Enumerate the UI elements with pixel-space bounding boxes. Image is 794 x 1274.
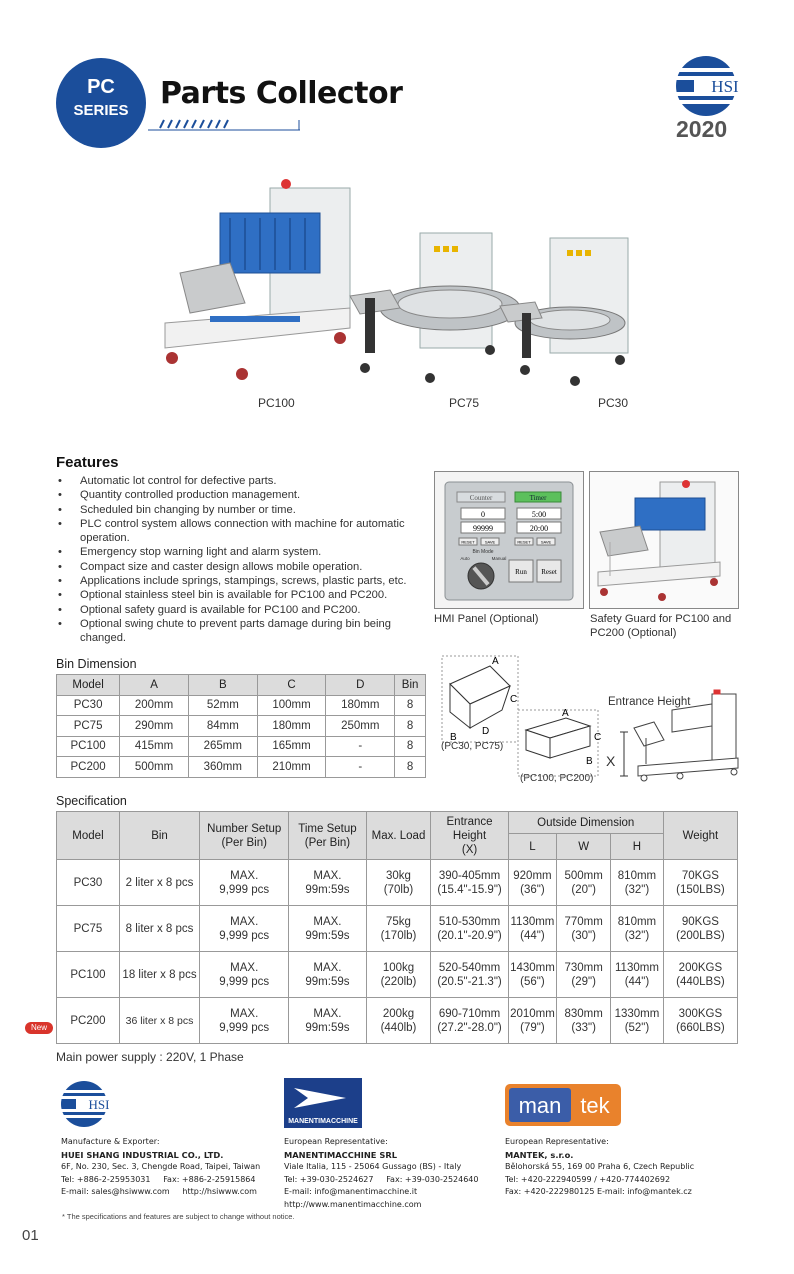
spec-col-max-load: Max. Load [366, 812, 431, 860]
cell-line: 1130mm [510, 915, 555, 928]
header-line: (Per Bin) [304, 836, 351, 849]
small-bin-diagram [442, 656, 518, 742]
spec-entrance [431, 998, 508, 1044]
power-supply-note: Main power supply : 220V, 1 Phase [56, 1050, 244, 1064]
cell-line: (79") [520, 1021, 545, 1034]
specification-table [56, 811, 738, 1044]
bin-dimension-diagrams [440, 654, 740, 784]
spec-max-load [366, 952, 431, 998]
spec-w [557, 998, 611, 1044]
spec-col-model: Model [57, 812, 120, 860]
cell-line: MAX. [313, 869, 342, 882]
cell-line: 390-405mm [438, 869, 501, 882]
page-number: 01 [22, 1227, 39, 1244]
spec-number-setup [200, 906, 289, 952]
spec-bin: 36 liter x 8 pcs [119, 998, 199, 1044]
header-line: (Per Bin) [221, 836, 267, 849]
feature-item: • Optional stainless steel bin is available for PC100 and PC200. [56, 588, 436, 602]
cell-line: (20.1"-20.9") [437, 929, 502, 942]
features-heading: Features [56, 454, 119, 471]
footer-address: Bělohorská 55, 169 00 Praha 6, Czech Republic [505, 1162, 695, 1171]
diagram-label-c-large: C [594, 732, 602, 743]
machine-caption-pc30: PC30 [598, 396, 629, 410]
spec-col-l: L [508, 834, 557, 860]
pc75-machine-image [350, 233, 520, 383]
col-b: B [188, 675, 257, 696]
table-cell: 265mm [188, 736, 257, 757]
spec-w [557, 906, 611, 952]
table-cell: 100mm [257, 695, 326, 716]
spec-max-load [366, 998, 431, 1044]
hsi-logo [668, 54, 758, 118]
hmi-manual-label: Manual [491, 556, 507, 561]
machine-caption-pc75: PC75 [449, 396, 480, 410]
cell-line: 99m:59s [305, 975, 350, 988]
spec-entrance [431, 906, 508, 952]
machines-illustration [150, 178, 650, 388]
pc100-machine-image [165, 179, 350, 380]
feature-item: • Optional swing chute to prevent parts damage during bin being changed. [56, 617, 436, 646]
cell-line: MAX. [313, 915, 342, 928]
footer-company-name: MANENTIMACCHINE SRL [284, 1149, 398, 1160]
hmi-caption: HMI Panel (Optional) [434, 613, 539, 625]
hmi-panel-photo [434, 471, 584, 609]
table-cell: 500mm [120, 757, 189, 778]
footer-address: Viale Italia, 115 - 25064 Gussago (BS) - Italy [284, 1162, 462, 1171]
cell-line: 1330mm [614, 1007, 660, 1020]
cell-line: 99m:59s [305, 883, 350, 896]
diagram-label-b-small: B [450, 732, 457, 743]
machine-caption-pc100: PC100 [258, 396, 295, 410]
spec-model: PC200 [57, 998, 120, 1044]
hmi-reset-button: Reset [541, 568, 557, 576]
table-cell: 8 [395, 716, 426, 737]
spec-entrance [431, 860, 508, 906]
cell-line: (440LBS) [676, 975, 725, 988]
spec-l [508, 952, 557, 998]
pc-series-badge [56, 58, 146, 148]
table-cell: 165mm [257, 736, 326, 757]
col-model: Model [57, 675, 120, 696]
cell-line: (70lb) [383, 883, 414, 896]
spec-w [557, 860, 611, 906]
table-cell: PC30 [57, 695, 120, 716]
header-line: Time Setup [298, 822, 357, 835]
spec-col-w: W [557, 834, 611, 860]
cell-line: 2010mm [510, 1007, 555, 1020]
footer-role: Manufacture & Exporter: [61, 1137, 160, 1146]
mantek-logo-text-b: tek [580, 1093, 610, 1118]
feature-item: • Scheduled bin changing by number or time. [56, 503, 436, 517]
spec-col-time-setup [289, 812, 366, 860]
spec-col-weight: Weight [663, 812, 737, 860]
footer-manentimacchine-logo [284, 1078, 362, 1128]
spec-time-setup [289, 952, 366, 998]
feature-item: • Optional safety guard is available for PC100 and PC200. [56, 603, 436, 617]
table-header-row [57, 675, 426, 696]
spec-number-setup [200, 998, 289, 1044]
footer-phone-line [61, 1174, 260, 1187]
cell-line: 200kg [382, 1007, 415, 1020]
cell-line: 770mm [564, 915, 603, 928]
cell-line: 75kg [386, 915, 411, 928]
spec-l [508, 906, 557, 952]
cell-line: 830mm [564, 1007, 603, 1020]
bin-dimension-heading: Bin Dimension [56, 657, 137, 671]
spec-weight [663, 998, 737, 1044]
header-line: (X) [461, 843, 478, 856]
hmi-save-small-2: SAVE [540, 539, 552, 545]
table-row [57, 757, 426, 778]
large-bin-caption: (PC100, PC200) [520, 773, 594, 784]
spec-h [611, 906, 664, 952]
cell-line: 70KGS [681, 869, 719, 882]
safety-guard-photo [589, 471, 739, 609]
col-c: C [257, 675, 326, 696]
col-d: D [326, 675, 395, 696]
table-cell: 180mm [257, 716, 326, 737]
hmi-timer-value: 5:00 [531, 510, 547, 519]
hmi-count-value: 0 [481, 510, 485, 519]
footer-fax: Fax: +39-030-2524640 [386, 1174, 479, 1184]
spec-time-setup [289, 906, 366, 952]
cell-line: 810mm [617, 915, 657, 928]
table-cell: 360mm [188, 757, 257, 778]
cell-line: 9,999 pcs [219, 975, 270, 988]
spec-l [508, 998, 557, 1044]
features-list [56, 474, 436, 646]
footer-tel: Tel: +886-2-25953031 [61, 1174, 151, 1184]
hmi-auto-label: Auto [460, 556, 470, 561]
header-line: Height [452, 829, 487, 842]
diagram-label-b-large: B [586, 756, 593, 767]
cell-line: (27.2"-28.0") [437, 1021, 502, 1034]
footer-hsi-contact [61, 1136, 260, 1199]
spec-bin: 8 liter x 8 pcs [119, 906, 199, 952]
footer-fax-email: Fax: +420-222980125 E-mail: info@mantek.cz [505, 1187, 692, 1196]
spec-entrance [431, 952, 508, 998]
table-row [57, 998, 738, 1044]
spec-number-setup [200, 952, 289, 998]
hmi-reset-small-2: RESET [517, 539, 531, 545]
spec-weight [663, 860, 737, 906]
diagram-label-a-small: A [492, 656, 499, 667]
footer-hsi-logo [58, 1079, 122, 1129]
cell-line: 810mm [617, 869, 657, 882]
page-title: Parts Collector [160, 76, 403, 111]
new-badge: New [25, 1022, 53, 1034]
spec-col-entrance-height [431, 812, 508, 860]
table-cell: PC100 [57, 736, 120, 757]
feature-item: • PLC control system allows connection with machine for automatic operation. [56, 517, 436, 546]
cell-line: 730mm [564, 961, 603, 974]
hmi-count-preset: 99999 [473, 524, 493, 533]
diagram-label-c-small: C [510, 694, 518, 705]
col-a: A [120, 675, 189, 696]
cell-line: (32") [624, 929, 650, 942]
small-bin-caption: (PC30, PC75) [441, 741, 504, 752]
footer-website[interactable]: http://www.manentimacchine.com [284, 1199, 422, 1209]
header-line: Number Setup [207, 822, 282, 835]
cell-line: 510-530mm [438, 915, 501, 928]
cell-line: (200LBS) [676, 929, 725, 942]
cell-line: 9,999 pcs [219, 1021, 270, 1034]
footer-role: European Representative: [284, 1137, 388, 1146]
spec-model: PC30 [57, 860, 120, 906]
cell-line: (660LBS) [676, 1021, 725, 1034]
cell-line: (20.5"-21.3") [437, 975, 502, 988]
hmi-reset-small-1: RESET [461, 539, 475, 545]
table-header-row [57, 812, 738, 834]
disclaimer-note: * The specifications and features are subject to change without notice. [62, 1212, 295, 1221]
cell-line: (36") [520, 883, 545, 896]
footer-website[interactable]: http://hsiwww.com [182, 1187, 257, 1196]
spec-bin: 2 liter x 8 pcs [119, 860, 199, 906]
table-cell: 52mm [188, 695, 257, 716]
spec-col-bin: Bin [119, 812, 199, 860]
feature-item: • Quantity controlled production management. [56, 488, 436, 502]
table-cell: 200mm [120, 695, 189, 716]
table-cell: - [326, 757, 395, 778]
spec-max-load [366, 906, 431, 952]
cell-line: MAX. [313, 1007, 342, 1020]
cell-line: MAX. [313, 961, 342, 974]
hmi-timer-preset: 20:00 [529, 524, 549, 533]
cell-line: MAX. [230, 1007, 259, 1020]
spec-time-setup [289, 998, 366, 1044]
spec-h [611, 860, 664, 906]
footer-tel: Tel: +420-222940599 / +420-774402692 [505, 1174, 671, 1184]
manentimacchine-logo-text: MANENTIMACCHINE [288, 1118, 358, 1125]
footer-manentimacchine-contact [284, 1136, 478, 1211]
feature-item: • Automatic lot control for defective parts. [56, 474, 436, 488]
spec-weight [663, 952, 737, 998]
hmi-mode-label: Bin Mode [472, 549, 494, 555]
cell-line: 690-710mm [438, 1007, 501, 1020]
footer-company-name: MANTEK, s.r.o. [505, 1149, 574, 1160]
cell-line: 30kg [386, 869, 411, 882]
footer-address: 6F, No. 230, Sec. 3, Chengde Road, Taipei, Taiwan [61, 1162, 261, 1171]
cell-line: 100kg [382, 961, 415, 974]
spec-h [611, 952, 664, 998]
diagram-label-a-large: A [562, 708, 569, 719]
table-cell: PC75 [57, 716, 120, 737]
footer-tel: Tel: +39-030-2524627 [284, 1174, 374, 1184]
footer-fax: Fax: +886-2-25915864 [163, 1174, 256, 1184]
spec-w [557, 952, 611, 998]
spec-model: PC75 [57, 906, 120, 952]
diagram-label-d-small: D [482, 726, 490, 737]
cell-line: (220lb) [380, 975, 417, 988]
cell-line: 300KGS [678, 1007, 723, 1020]
cell-line: 1430mm [510, 961, 555, 974]
hmi-run-button: Run [515, 568, 527, 576]
cell-line: MAX. [230, 961, 259, 974]
cell-line: (15.4"-15.9") [437, 883, 502, 896]
table-cell: 290mm [120, 716, 189, 737]
cell-line: 9,999 pcs [219, 883, 270, 896]
table-row [57, 952, 738, 998]
spec-col-h: H [611, 834, 664, 860]
hmi-save-small-1: SAVE [484, 539, 496, 545]
spec-bin: 18 liter x 8 pcs [119, 952, 199, 998]
spec-model: PC100 [57, 952, 120, 998]
cell-line: (44") [624, 975, 650, 988]
footer-mantek-logo [505, 1084, 621, 1126]
cell-line: (29") [571, 975, 596, 988]
table-cell: - [326, 736, 395, 757]
table-row [57, 716, 426, 737]
table-cell: PC200 [57, 757, 120, 778]
cell-line: (440lb) [380, 1021, 417, 1034]
hmi-timer-tab: Timer [529, 494, 547, 502]
hsi-logo-text: HSI [711, 77, 739, 96]
table-cell: 8 [395, 695, 426, 716]
table-row [57, 860, 738, 906]
hmi-counter-tab: Counter [469, 494, 493, 502]
cell-line: 920mm [513, 869, 552, 882]
feature-item: • Emergency stop warning light and alarm system. [56, 545, 436, 559]
cell-line: (44") [520, 929, 545, 942]
table-row [57, 736, 426, 757]
spec-max-load [366, 860, 431, 906]
cell-line: (32") [624, 883, 650, 896]
bin-dimension-table [56, 674, 426, 778]
title-underline-decoration [148, 118, 300, 132]
hmi-panel-illustration [435, 472, 583, 608]
cell-line: (30") [571, 929, 596, 942]
table-cell: 250mm [326, 716, 395, 737]
footer-role: European Representative: [505, 1137, 609, 1146]
spec-col-outside-dimension: Outside Dimension [508, 812, 663, 834]
feature-item: • Applications include springs, stampings, screws, plastic parts, etc. [56, 574, 436, 588]
table-row [57, 695, 426, 716]
spec-col-number-setup [200, 812, 289, 860]
footer-email[interactable]: E-mail: sales@hsiwww.com [61, 1187, 170, 1196]
safety-guard-illustration [590, 472, 738, 608]
spec-h [611, 998, 664, 1044]
footer-email[interactable]: E-mail: info@manentimacchine.it [284, 1187, 418, 1196]
entrance-height-label: Entrance Height [608, 696, 691, 708]
table-row [57, 906, 738, 952]
spec-weight [663, 906, 737, 952]
cell-line: 90KGS [681, 915, 719, 928]
cell-line: (56") [520, 975, 545, 988]
x-dimension-label: X [606, 753, 616, 769]
cell-line: MAX. [230, 869, 259, 882]
cell-line: (150LBS) [676, 883, 725, 896]
footer-company-name: HUEI SHANG INDUSTRIAL CO., LTD. [61, 1149, 224, 1160]
table-cell: 415mm [120, 736, 189, 757]
table-cell: 210mm [257, 757, 326, 778]
table-cell: 8 [395, 757, 426, 778]
footer-web-line [61, 1186, 260, 1199]
footer-hsi-logo-text: HSI [88, 1097, 110, 1112]
cell-line: (170lb) [380, 929, 417, 942]
table-cell: 180mm [326, 695, 395, 716]
cell-line: 520-540mm [438, 961, 501, 974]
cell-line: MAX. [230, 915, 259, 928]
safety-guard-caption: Safety Guard for PC100 and PC200 (Optional) [590, 613, 732, 639]
mantek-logo-text-a: man [518, 1093, 562, 1118]
badge-line-1: PC [87, 76, 115, 98]
specification-heading: Specification [56, 794, 127, 808]
spec-time-setup [289, 860, 366, 906]
cell-line: 200KGS [678, 961, 723, 974]
cell-line: (20") [571, 883, 596, 896]
cell-line: (52") [624, 1021, 650, 1034]
cell-line: 99m:59s [305, 929, 350, 942]
table-cell: 8 [395, 736, 426, 757]
cell-line: 9,999 pcs [219, 929, 270, 942]
pc30-machine-image [500, 238, 628, 386]
spec-number-setup [200, 860, 289, 906]
cell-line: (33") [571, 1021, 596, 1034]
col-bin: Bin [395, 675, 426, 696]
footer-mantek-contact [505, 1136, 694, 1199]
footer-phone-line [284, 1174, 478, 1187]
cell-line: 500mm [564, 869, 603, 882]
spec-l [508, 860, 557, 906]
catalog-year: 2020 [676, 116, 728, 142]
cell-line: 1130mm [615, 961, 659, 974]
header-line: Entrance [446, 815, 493, 828]
table-cell: 84mm [188, 716, 257, 737]
badge-line-2: SERIES [73, 102, 129, 119]
cell-line: 99m:59s [305, 1021, 350, 1034]
feature-item: • Compact size and caster design allows mobile operation. [56, 560, 436, 574]
